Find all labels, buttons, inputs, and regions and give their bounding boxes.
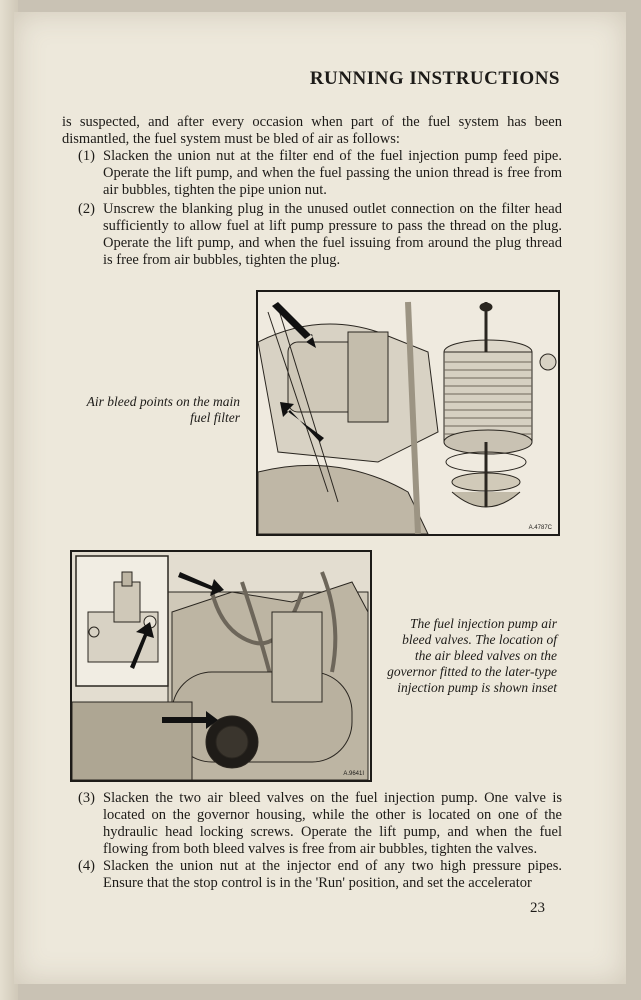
figure-code: A.9641I [343, 771, 364, 777]
step-number: (1) [78, 148, 95, 164]
figure-1-caption: Air bleed points on the main fuel filter [86, 394, 240, 425]
step-text: Slacken the two air bleed valves on the fuel injection pump. One valve is located on the governor housing, while the other is located on one of the hydraulic head locking screws. Operate the lift pump, and when the fuel flowing from both bleed valves is free from air bubbles, tighten the valves. [103, 790, 562, 857]
step-text: Slacken the union nut at the injector end of any two high pressure pipes. Ensure that the stop control is in the 'Run' position, and set the accelerator [103, 858, 562, 891]
step-text: Slacken the union nut at the filter end of the fuel injection pump feed pipe. Operate the lift pump, and when the fuel passing the union thread is free from air bubbles, tighten the pipe union nut. [103, 148, 562, 198]
step-number: (4) [78, 858, 95, 874]
step-3 [78, 790, 562, 858]
step-4 [78, 858, 562, 892]
step-number: (3) [78, 790, 95, 806]
step-1 [78, 148, 562, 199]
figure-2-caption: The fuel injection pump air bleed valves. The location of the air bleed valves on the governor fitted to the later-type injection pump is shown inset [387, 616, 557, 695]
intro-paragraph: is suspected, and after every occasion when part of the fuel system has been dismantled, the fuel system must be bled of air as follows: [62, 114, 562, 147]
step-number: (2) [78, 201, 95, 217]
step-text: Unscrew the blanking plug in the unused outlet connection on the filter head sufficiently to allow fuel at lift pump pressure to pass the thread on the plug. Operate the lift pump, and when the fuel issuing from around the plug thread is free from air bubbles, tighten the plug. [103, 201, 562, 268]
step-2 [78, 201, 562, 269]
fuel-filter-illustration [256, 290, 560, 536]
page-number: 23 [530, 900, 545, 916]
injection-pump-illustration [70, 550, 372, 782]
running-head: RUNNING INSTRUCTIONS [309, 68, 560, 89]
figure-code: A.4787C [528, 525, 552, 531]
